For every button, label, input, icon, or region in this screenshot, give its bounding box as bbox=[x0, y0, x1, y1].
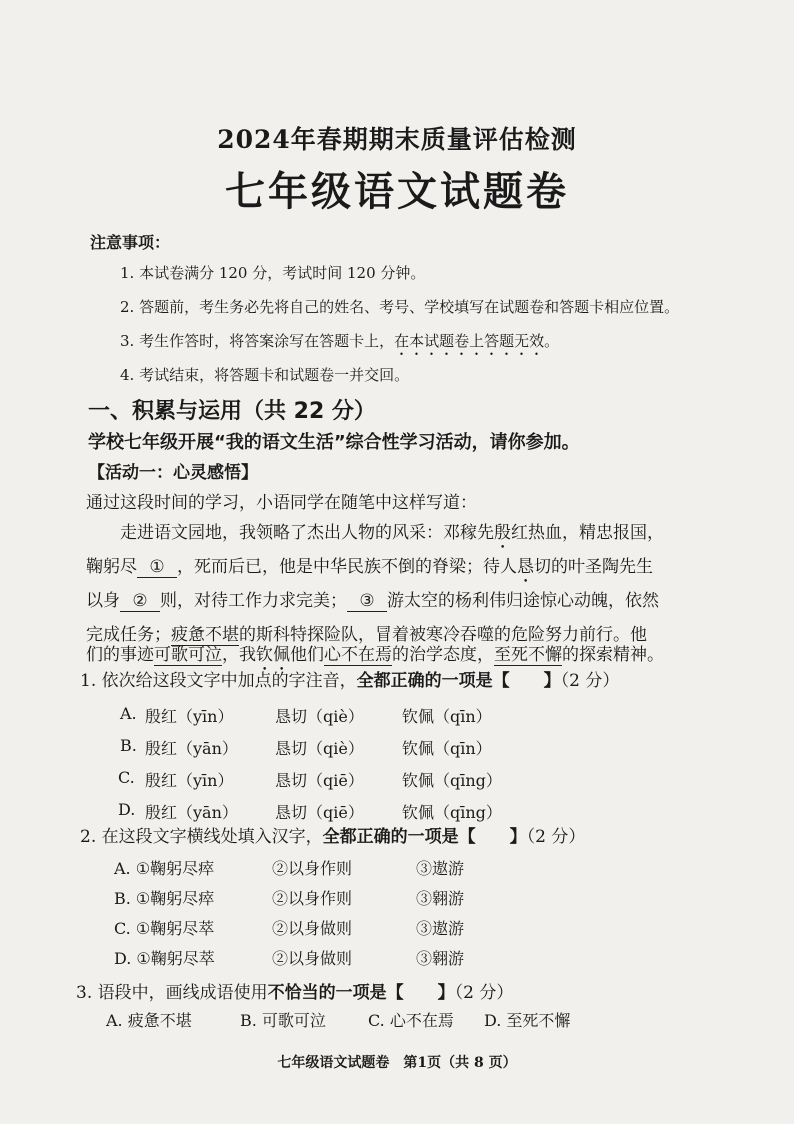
q1-option-d-label: D. bbox=[118, 800, 136, 819]
underlined-idiom-2: 可歌可泣 bbox=[154, 645, 222, 665]
q1-option-b-label: B. bbox=[120, 736, 137, 755]
blank-2: ② bbox=[120, 591, 160, 612]
notice-item-3 bbox=[120, 330, 559, 359]
q1-option-a-1: 殷红（yīn） bbox=[145, 707, 234, 726]
text: 鞠躬尽 bbox=[86, 557, 137, 577]
question-emphasis: 全都正确的一项是【 】 bbox=[356, 671, 561, 691]
text: 的斯科特探险队，冒着被寒冷吞噬的危险努力前行。他 bbox=[239, 625, 647, 645]
q2-option-a-3: ③遨游 bbox=[416, 859, 465, 878]
q1-option-d-1: 殷红（yān） bbox=[145, 803, 238, 822]
section-lead: 学校七年级开展“我的语文生活”综合性学习活动，请你参加。 bbox=[88, 432, 580, 453]
question-score: （2 分） bbox=[454, 983, 514, 1003]
q2-option-d-2: ②以身做则 bbox=[272, 949, 353, 968]
dotted-char: 钦佩 bbox=[256, 645, 290, 665]
q1-option-a-2: 恳切（qiè） bbox=[275, 707, 364, 726]
exam-title-line2: 七年级语文试题卷 bbox=[225, 168, 569, 215]
text: 走进语文园地，我领略了杰出人物的风采：邓稼先 bbox=[120, 523, 494, 543]
q1-option-c-1: 殷红（yīn） bbox=[145, 771, 234, 790]
passage-line-2 bbox=[86, 552, 653, 587]
notice-item-4: 4. 考试结束，将答题卡和试题卷一并交回。 bbox=[120, 366, 410, 384]
text: ，我 bbox=[222, 645, 256, 665]
underlined-idiom-3: 心不在焉 bbox=[324, 645, 392, 665]
q2-option-c-1: C. ①鞠躬尽萃 bbox=[114, 919, 215, 938]
underlined-idiom-1: 疲惫不堪 bbox=[171, 625, 239, 645]
q2-option-d-3: ③翱游 bbox=[416, 949, 465, 968]
dotted-char: 殷 bbox=[494, 523, 511, 543]
passage-line-1 bbox=[120, 518, 664, 553]
q3-option-d: D. 至死不懈 bbox=[484, 1011, 571, 1030]
blank-1: ① bbox=[137, 557, 177, 578]
q3-option-a: A. 疲惫不堪 bbox=[106, 1011, 192, 1030]
activity-heading: 【活动一：心灵感悟】 bbox=[88, 463, 258, 483]
notice-item-1: 1. 本试卷满分 120 分，考试时间 120 分钟。 bbox=[120, 264, 426, 282]
q1-option-a-label: A. bbox=[120, 704, 137, 723]
text: 游太空的杨利伟归途惊心动魄，依然 bbox=[387, 591, 659, 611]
text: 的治学态度， bbox=[392, 645, 494, 665]
exam-title-line1: 2024年春期期末质量评估检测 bbox=[217, 125, 577, 154]
text: 切的叶圣陶先生 bbox=[534, 557, 653, 577]
question-stem: 2. 在这段文字横线处填入汉字， bbox=[80, 827, 323, 847]
text: 们的事迹 bbox=[86, 645, 154, 665]
text: 以身 bbox=[86, 591, 120, 611]
text: ，死而后已，他是中华民族不倒的脊梁；待人 bbox=[177, 557, 517, 577]
question-2 bbox=[80, 822, 585, 847]
text: 则，对待工作力求完美； bbox=[160, 591, 347, 611]
q1-option-a-3: 钦佩（qīn） bbox=[402, 707, 492, 726]
q3-option-b: B. 可歌可泣 bbox=[240, 1011, 326, 1030]
notice-heading: 注意事项： bbox=[90, 233, 171, 252]
q1-option-d-2: 恳切（qiē） bbox=[275, 803, 364, 822]
q2-option-b-2: ②以身作则 bbox=[272, 889, 353, 908]
question-1 bbox=[80, 666, 619, 691]
notice-item-3-text: 3. 考生作答时，将答案涂写在答题卡上， bbox=[120, 332, 395, 350]
q2-option-c-3: ③遨游 bbox=[416, 919, 465, 938]
q1-option-d-3: 钦佩（qīng） bbox=[402, 803, 502, 822]
q1-option-b-2: 恳切（qiè） bbox=[275, 739, 364, 758]
question-emphasis: 全都正确的一项是【 】 bbox=[322, 827, 527, 847]
q2-option-a-1: A. ①鞠躬尽瘁 bbox=[114, 859, 215, 878]
q1-option-b-1: 殷红（yān） bbox=[145, 739, 238, 758]
dotted-char: 恳 bbox=[517, 557, 534, 577]
passage-intro: 通过这段时间的学习，小语同学在随笔中这样写道： bbox=[86, 493, 477, 513]
text: 的探索精神。 bbox=[562, 645, 664, 665]
q1-option-c-label: C. bbox=[118, 768, 135, 787]
question-score: （2 分） bbox=[526, 827, 586, 847]
q2-option-b-1: B. ①鞠躬尽瘁 bbox=[114, 889, 215, 908]
q1-option-c-2: 恳切（qiē） bbox=[275, 771, 364, 790]
notice-item-2: 2. 答题前，考生务必先将自己的姓名、考号、学校填写在试题卷和答题卡相应位置。 bbox=[120, 298, 680, 316]
q3-option-c: C. 心不在焉 bbox=[368, 1011, 454, 1030]
blank-3: ③ bbox=[347, 591, 387, 612]
underlined-idiom-4: 至死不懈 bbox=[494, 645, 562, 665]
text: 红热血，精忠报国， bbox=[511, 523, 664, 543]
q2-option-d-1: D. ①鞠躬尽萃 bbox=[114, 949, 215, 968]
page-footer: 七年级语文试题卷 第1页（共 8 页） bbox=[277, 1055, 517, 1071]
question-emphasis: 不恰当的一项是【 】 bbox=[267, 983, 455, 1003]
q2-option-a-2: ②以身作则 bbox=[272, 859, 353, 878]
notice-item-3-emphasis: 在本试题卷上答题无效。 bbox=[394, 332, 560, 350]
question-score: （2 分） bbox=[560, 671, 620, 691]
question-stem: 3. 语段中，画线成语使用 bbox=[76, 983, 268, 1003]
question-3 bbox=[76, 978, 513, 1003]
text: 完成任务； bbox=[86, 625, 171, 645]
q2-option-b-3: ③翱游 bbox=[416, 889, 465, 908]
q1-option-c-3: 钦佩（qīng） bbox=[402, 771, 502, 790]
passage-line-3 bbox=[86, 586, 659, 612]
question-stem: 1. 依次给这段文字中加点的字注音， bbox=[80, 671, 357, 691]
text: 他们 bbox=[290, 645, 324, 665]
section-heading: 一、积累与运用（共 22 分） bbox=[88, 399, 376, 424]
q1-option-b-3: 钦佩（qīn） bbox=[402, 739, 492, 758]
q2-option-c-2: ②以身做则 bbox=[272, 919, 353, 938]
